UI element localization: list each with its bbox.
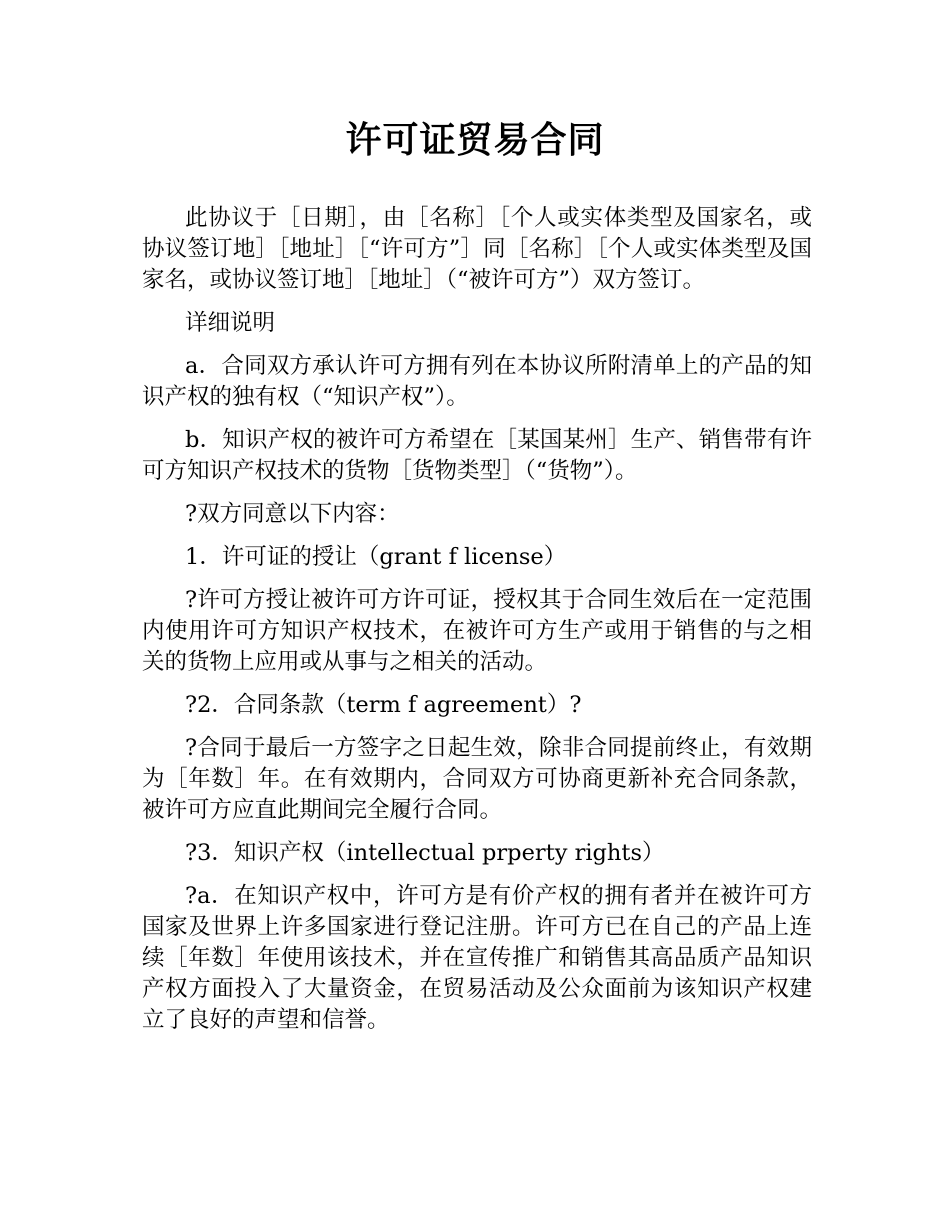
paragraph-agreement-intro: ?双方同意以下内容： — [185, 501, 400, 527]
section-heading-2: ?2．合同条款（term f agreement）? — [185, 692, 582, 718]
paragraph-preamble: 此协议于［日期］，由［名称］［个人或实体类型及国家名，或协议签订地］［地址］［“许可方”］同［名称］［个人或实体类型及国家名，或协议签订地］［地址］（“被许可方”）双方签订。 — [142, 205, 812, 293]
document-title: 许可证贸易合同 — [345, 120, 605, 161]
paragraph-recital-b: b．知识产权的被许可方希望在［某国某州］生产、销售带有许可方知识产权技术的货物［货物类型］（“货物”）。 — [142, 427, 812, 484]
section-heading-3: ?3．知识产权（intellectual prperty rights） — [185, 840, 665, 866]
document-body — [142, 203, 812, 1048]
paragraph-details-heading: 详细说明 — [185, 310, 276, 336]
paragraph-recital-a: a．合同双方承认许可方拥有列在本协议所附清单上的产品的知识产权的独有权（“知识产权”）。 — [142, 353, 812, 410]
section-heading-1: 1．许可证的授让（grant f license） — [185, 544, 567, 570]
paragraph-section-3a: ?a．在知识产权中，许可方是有价产权的拥有者并在被许可方国家及世界上许多国家进行登记注册。许可方已在自己的产品上连续［年数］年使用该技术，并在宣传推广和销售其高品质产品知识产权方面投入了大量资金，在贸易活动及公众面前为该知识产权建立了良好的声望和信誉。 — [142, 883, 812, 1033]
paragraph-section-2: ?合同于最后一方签字之日起生效，除非合同提前终止，有效期为［年数］年。在有效期内，合同双方可协商更新补充合同条款，被许可方应直此期间完全履行合同。 — [142, 735, 812, 823]
paragraph-section-1: ?许可方授让被许可方许可证，授权其于合同生效后在一定范围内使用许可方知识产权技术，在被许可方生产或用于销售的与之相关的货物上应用或从事与之相关的活动。 — [142, 587, 812, 675]
